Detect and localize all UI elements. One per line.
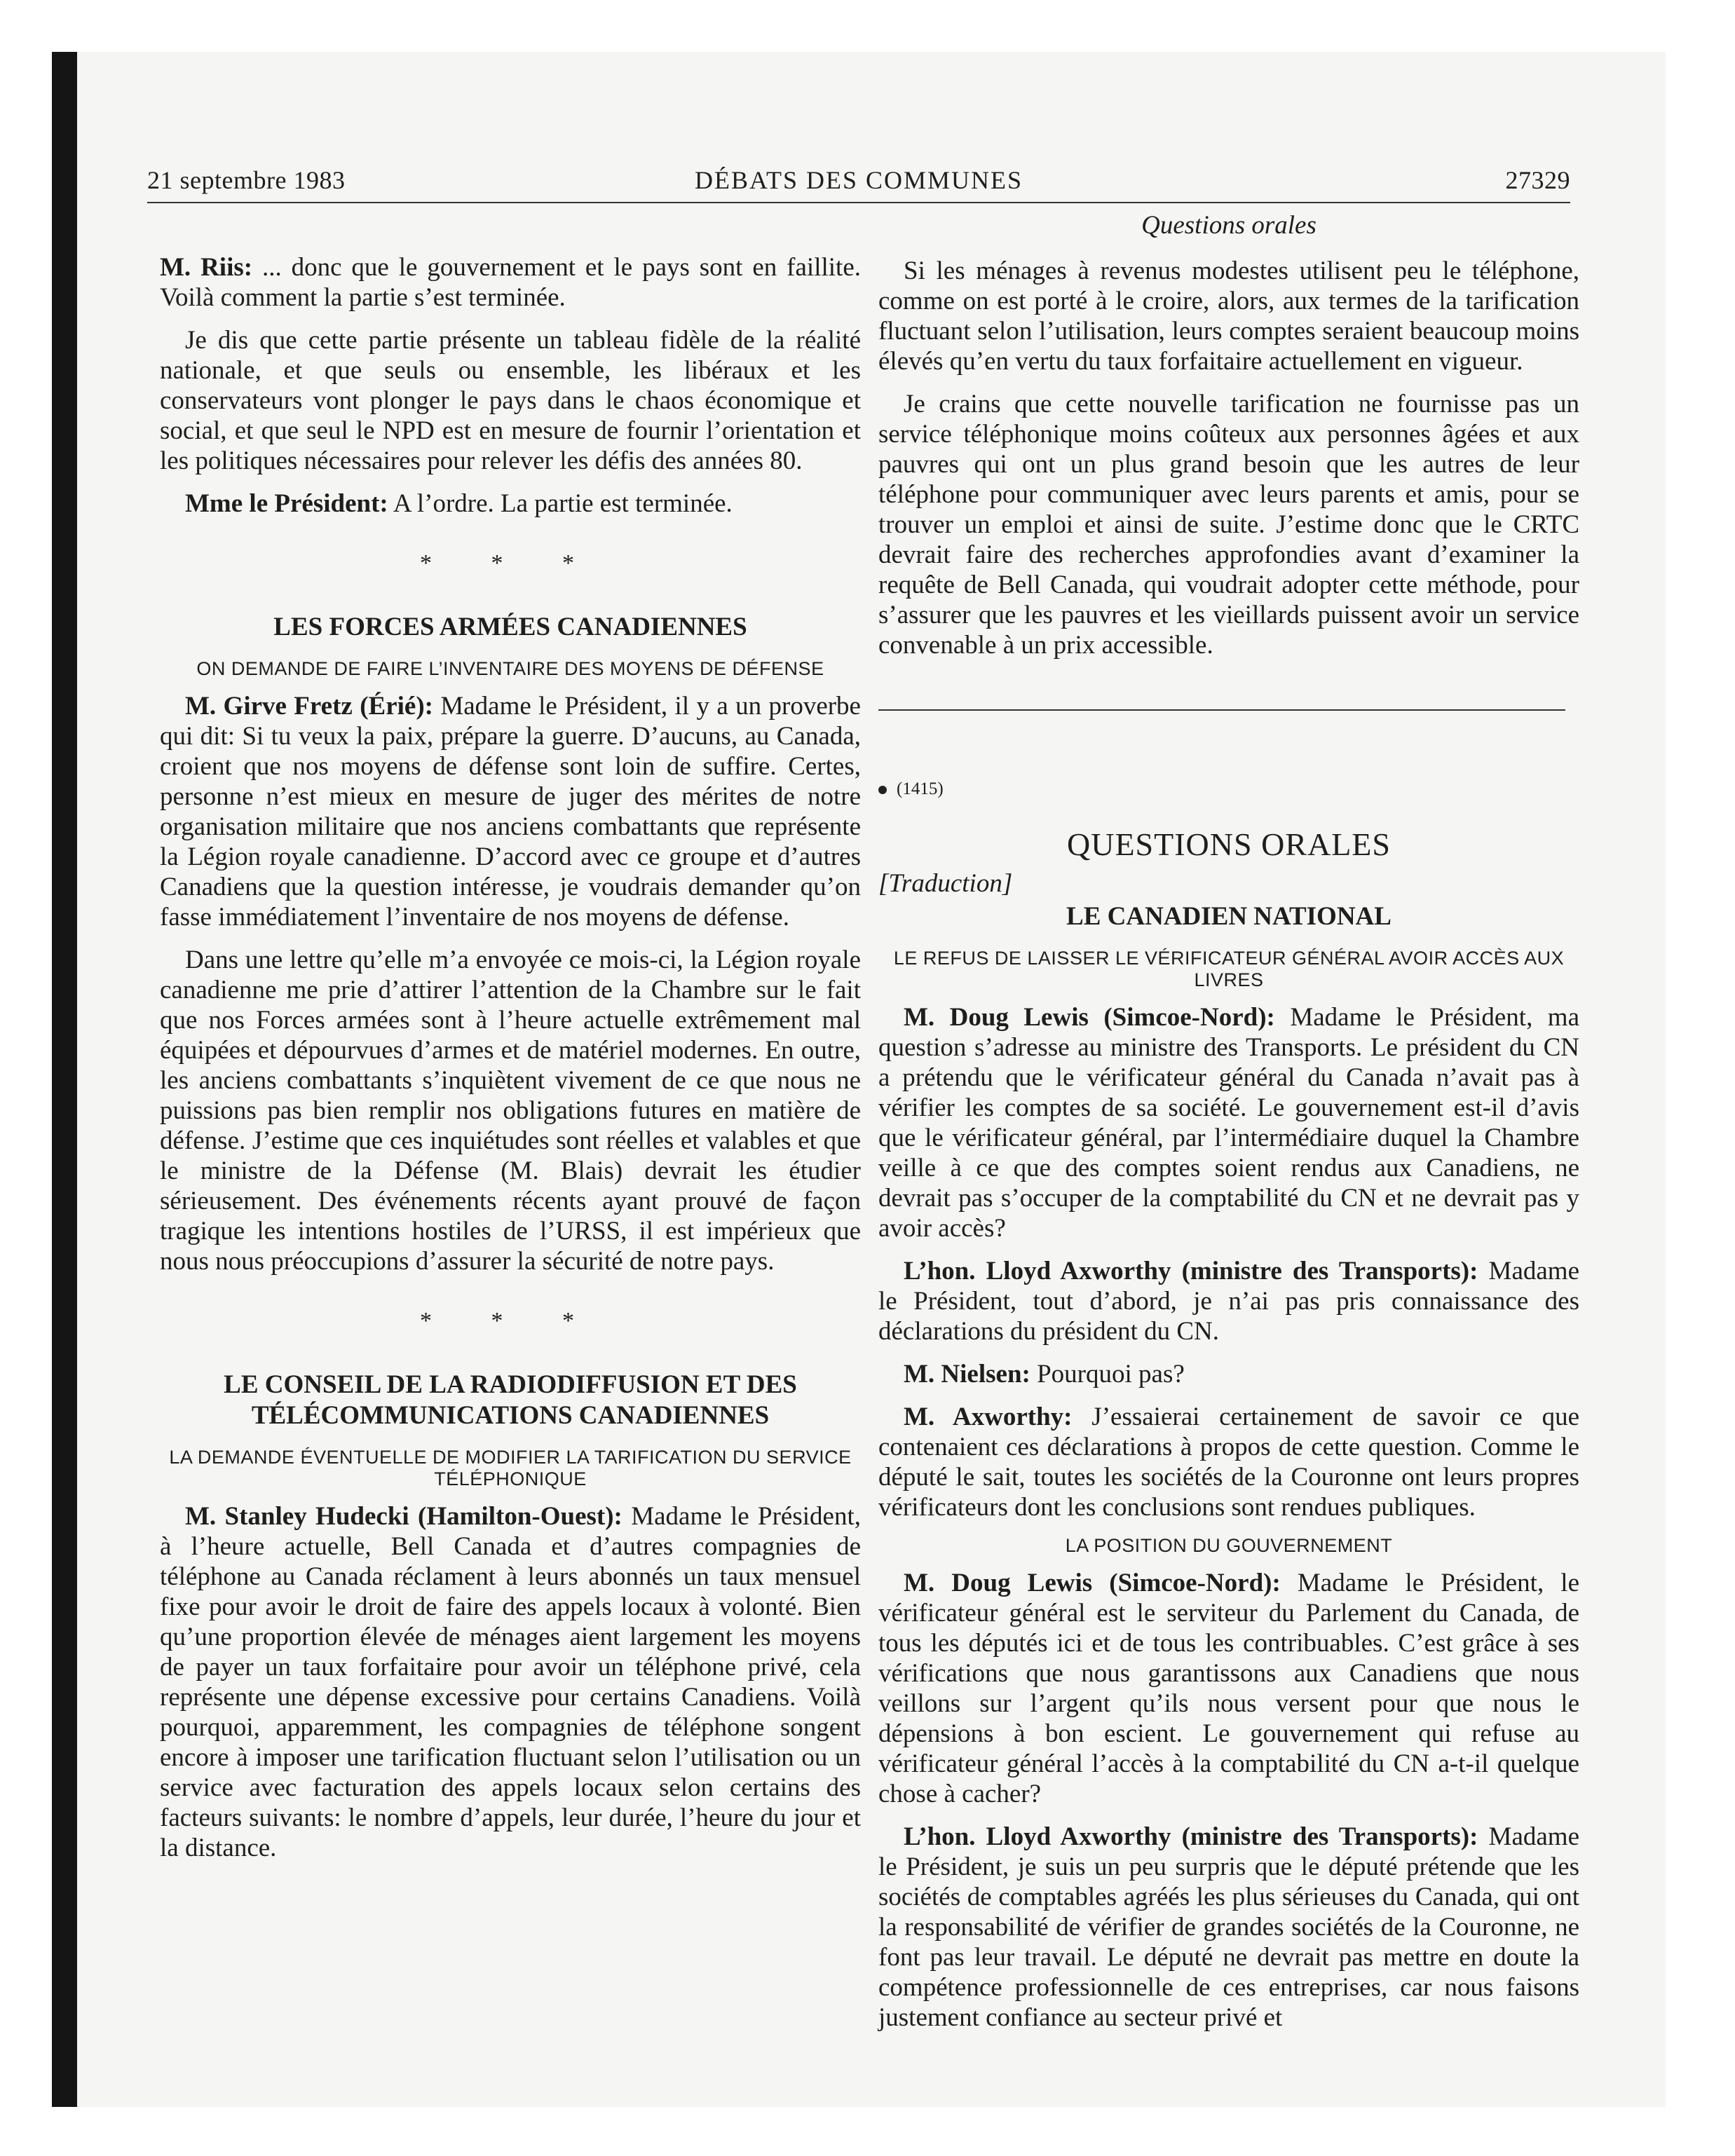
header-date: 21 septembre 1983 [147,166,346,194]
translation-note: [Traduction] [878,869,1013,898]
speech-text: A l’ordre. La partie est terminée. [388,489,733,518]
section-subheading: LE REFUS DE LAISSER LE VÉRIFICATEUR GÉNÉRAL AVOIR ACCÈS AUX LIVRES [893,948,1565,990]
speaker-name: M. Riis: [160,253,253,282]
section-subheading: ON DEMANDE DE FAIRE L’INVENTAIRE DES MOYENS DE DÉFENSE [196,658,824,679]
speaker-name: L’hon. Lloyd Axworthy (ministre des Transports): [904,1257,1478,1285]
paragraph [160,691,861,932]
right-column [878,210,1579,2045]
section-heading: LES FORCES ARMÉES CANADIENNES [273,613,747,641]
speech-text: Madame le Président, ma question s’adresse au ministre des Transports. Le président du CN a prétendu que le vérificateur général du Canada n’avait pas à vérifier les comptes de sa société. Le gouvernement est-il d’avis que le vérificateur général, par l’intermédiaire duquel la Chambre veille à ce que des comptes soient rendus aux Canadiens, ne devrait pas s’occuper de la comptabilité du CN et ne devrait pas y avoir accès? [878,1003,1579,1243]
speech-text: Madame le Président, il y a un proverbe qui dit: Si tu veux la paix, prépare la guerre. D’aucuns, au Canada, croient que nos moyens de défense sont loin de suffire. Certes, personne n’est mieux en mesure de juger des mérites de notre organisation militaire que nos anciens combattants que représente la Légion royale canadienne. D’accord avec ce groupe et d’autres Canadiens que la question intéresse, je voudrais demander qu’on fasse immédiatement l’inventaire de nos moyens de défense. [160,692,861,932]
rubric-title: Questions orales [1141,211,1316,240]
left-column [160,252,861,1876]
speaker-name: M. Axworthy: [904,1403,1073,1431]
paragraph [160,489,861,519]
section-separator: * * * [420,550,601,576]
speech-text: Madame le Président, à l’heure actuelle, Bell Canada et d’autres compagnies de téléphone au Canada réclament à leurs abonnés un taux mensuel fixe pour avoir le droit de faire des appels locaux à volonté. Bien qu’une proportion élevée de ménages aient largement les moyens de payer un taux forfaitaire pour avoir un téléphone privé, cela représente une dépense excessive pour certains Canadiens. Voilà pourquoi, apparemment, les compagnies de téléphone songent encore à imposer une tarification fluctuant selon l’utilisation ou un service avec facturation des appels locaux selon certains des facteurs suivants: le nombre d’appels, leur durée, l’heure du jour et la distance. [160,1502,861,1862]
paragraph [878,1359,1579,1389]
paragraph [878,1568,1579,1809]
speech-text: Pourquoi pas? [1030,1360,1185,1389]
speaker-name: M. Girve Fretz (Érié): [185,692,433,721]
time-marker [878,774,1579,804]
speech-text: J’essaierai certainement de savoir ce que contenaient ces déclarations à propos de cette question. Comme le député le sait, toutes les sociétés de la Couronne ont leurs propres vérificateurs dont les conclusions sont rendues publiques. [878,1403,1579,1522]
paragraph [878,1402,1579,1522]
paragraph: Je dis que cette partie présente un tableau fidèle de la réalité nationale, et que seuls ou ensemble, les libéraux et les conservateurs vont plonger le pays dans le chaos économique et social, et que seul le NPD est en mesure de fournir l’orientation et les politiques nécessaires pour relever les défis des années 80. [160,326,861,475]
paragraph [878,1256,1579,1346]
binding-edge [52,52,77,2107]
section-title: QUESTIONS ORALES [1067,826,1391,862]
running-header [147,163,1570,203]
paragraph [878,1002,1579,1243]
section-subheading: LA DEMANDE ÉVENTUELLE DE MODIFIER LA TARIFICATION DU SERVICE TÉLÉPHONIQUE [169,1447,852,1489]
section-separator: * * * [420,1308,601,1334]
speech-text: Madame le Président, le vérificateur général est le serviteur du Parlement du Canada, de tous les députés ici et de tous les contribuables. C’est grâce à ses vérifications que nous garantissons aux Canadiens que nous veillons sur l’argent qu’ils nous versent pour que nous le dépensions à bon escient. Le gouvernement qui refuse au vérificateur général l’accès à la comptabilité du CN a-t-il quelque chose à cacher? [878,1569,1579,1808]
bullet-icon [878,786,887,794]
time-marker-text: (1415) [897,779,944,798]
speech-text: Madame le Président, je suis un peu surpris que le député prétende que les sociétés de comptables agréés les plus sérieuses du Canada, qui ont la responsabilité de vérifier de grandes sociétés de la Couronne, ne font pas leur travail. Le député ne devrait pas mettre en doute la compétence professionnelle de ces entreprises, car nous faisons justement confiance au secteur privé et [878,1822,1579,2032]
speech-text: Madame le Président, tout d’abord, je n’ai pas pris connaissance des déclarations du président du CN. [878,1257,1579,1346]
page-number: 27329 [1505,166,1570,194]
section-subheading: LA POSITION DU GOUVERNEMENT [1065,1535,1393,1556]
paragraph: Si les ménages à revenus modestes utilisent peu le téléphone, comme on est porté à le croire, alors, aux termes de la tarification fluctuant selon l’utilisation, leurs comptes seraient beaucoup moins élevés qu’en vertu du taux forfaitaire actuellement en vigueur. [878,257,1579,376]
section-heading: LE CONSEIL DE LA RADIODIFFUSION ET DES TÉLÉCOMMUNICATIONS CANADIENNES [224,1370,797,1430]
paragraph: Dans une lettre qu’elle m’a envoyée ce mois-ci, la Légion royale canadienne me prie d’attirer l’attention de la Chambre sur le fait que nos Forces armées sont à l’heure actuelle extrêmement mal équipées et dépourvues d’armes et de matériel modernes. En outre, les anciens combattants s’inquiètent vivement de ce que nous ne puissions pas bien remplir nos obligations futures en matière de défense. J’estime que ces inquiétudes sont réelles et valables et que le ministre de la Défense (M. Blais) devrait les étudier sérieusement. Des événements récents ayant prouvé de façon tragique les intentions hostiles de l’URSS, il est impérieux que nous nous préoccupions d’assurer la sécurité de notre pays. [160,946,861,1276]
speaker-name: M. Nielsen: [904,1360,1030,1389]
paragraph: Je crains que cette nouvelle tarification ne fournisse pas un service téléphonique moins coûteux aux personnes âgées et aux pauvres qui ont un plus grand besoin que les autres de leur téléphone pour communiquer avec leurs parents et amis, pour se trouver un emploi et ainsi de suite. J’estime donc que le CRTC devrait faire des recherches approfondies avant d’examiner la requête de Bell Canada, qui voudrait adopter cette méthode, pour s’assurer que les pauvres et les vieillards puissent avoir un service convenable à un prix accessible. [878,390,1579,660]
speech-text: ... donc que le gouvernement et le pays sont en faillite. Voilà comment la partie s’est terminée. [160,253,861,312]
paragraph [160,1501,861,1863]
paragraph [160,252,861,313]
horizontal-rule [878,709,1565,711]
section-heading: LE CANADIEN NATIONAL [1066,902,1392,931]
speaker-name: L’hon. Lloyd Axworthy (ministre des Transports): [904,1822,1478,1851]
speaker-name: M. Doug Lewis (Simcoe-Nord): [904,1003,1275,1032]
speaker-name: M. Stanley Hudecki (Hamilton-Ouest): [185,1502,622,1531]
paragraph [878,1822,1579,2033]
header-title: DÉBATS DES COMMUNES [694,166,1023,194]
speaker-name: Mme le Président: [185,489,388,518]
speaker-name: M. Doug Lewis (Simcoe-Nord): [904,1569,1281,1597]
